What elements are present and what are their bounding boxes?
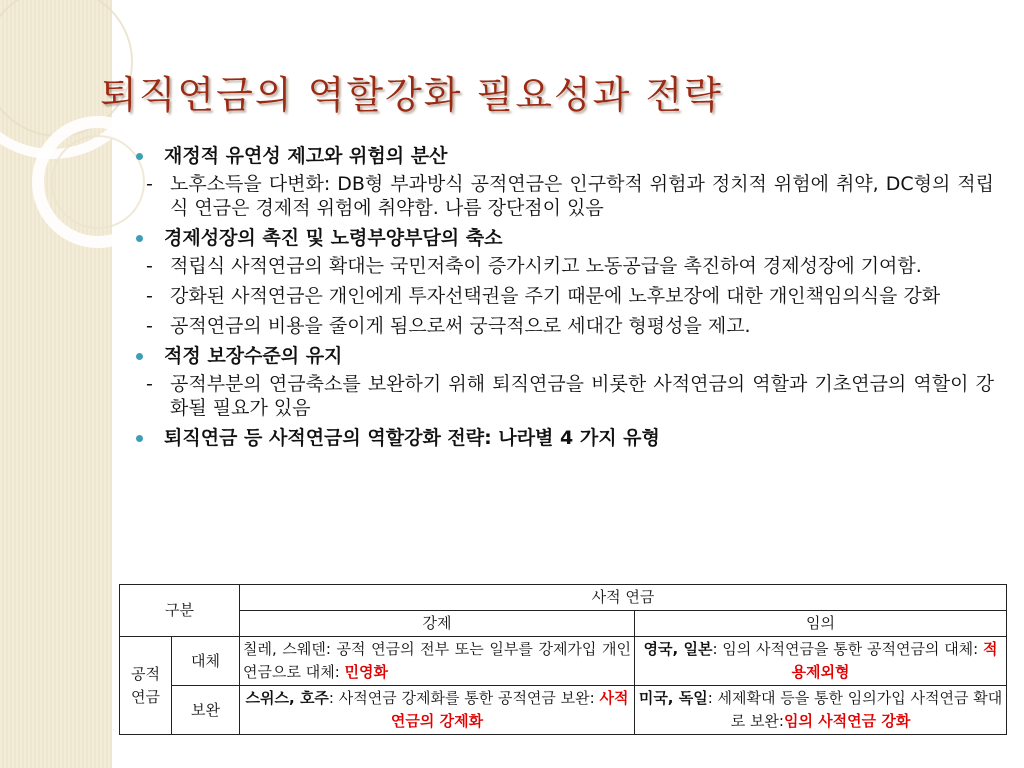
bullet-heading — [134, 226, 994, 250]
bullet-heading — [134, 426, 994, 450]
row-header-replace: 대체 — [172, 637, 240, 686]
table-cell-supplement-mandatory — [240, 686, 635, 735]
decorative-left-band — [0, 0, 112, 768]
cell-text: : 임의 사적연금을 통한 공적연금의 대체: — [712, 640, 983, 658]
dash-marker: - — [146, 373, 153, 395]
table-cell-supplement-voluntary — [635, 686, 1007, 735]
header-cell-private-pension: 사적 연금 — [240, 585, 1007, 611]
cell-highlight: 사적연금의 강제화 — [390, 689, 629, 730]
dash-marker: - — [146, 285, 153, 307]
bullet-dot-icon — [136, 153, 143, 160]
header-cell-mandatory: 강제 — [240, 611, 635, 637]
table-row — [120, 585, 1007, 611]
cell-highlight: 적용제외형 — [791, 640, 998, 681]
sub-item-text: 공적연금의 비용을 줄이게 됨으로써 궁극적으로 세대간 형평성을 제고. — [170, 315, 751, 337]
cell-text: : 세제확대 등을 통한 임의가입 사적연금 확대로 보완: — [707, 689, 1003, 730]
bullet-heading-text: 경제성장의 촉진 및 노령부양부담의 축소 — [164, 227, 503, 249]
slide-title: 퇴직연금의 역할강화 필요성과 전략 — [100, 73, 723, 117]
bullet-heading — [134, 344, 994, 368]
table-cell-replace-voluntary — [635, 637, 1007, 686]
header-cell-voluntary: 임의 — [635, 611, 1007, 637]
sub-item — [140, 372, 994, 420]
cell-highlight: 임의 사적연금 강화 — [783, 712, 911, 730]
row-header-supplement: 보완 — [172, 686, 240, 735]
sub-item — [140, 254, 994, 278]
sub-item-text: 공적부분의 연금축소를 보완하기 위해 퇴직연금을 비롯한 사적연금의 역할과 기초연금의 역할이 강화될 필요가 있음 — [170, 373, 994, 419]
sub-item — [140, 314, 994, 338]
sub-item-text: 강화된 사적연금은 개인에게 투자선택권을 주기 때문에 노후보장에 대한 개인책임의식을 강화 — [170, 285, 941, 307]
bullet-dot-icon — [136, 435, 143, 442]
dash-marker: - — [146, 173, 153, 195]
cell-countries: 미국, 독일 — [638, 689, 708, 707]
dash-marker: - — [146, 315, 153, 337]
bullet-heading-text: 재정적 유연성 제고와 위험의 분산 — [164, 145, 448, 167]
slide-content — [134, 139, 994, 454]
bullet-dot-icon — [136, 353, 143, 360]
cell-text: : 사적연금 강제화를 통한 공적연금 보완: — [328, 689, 600, 707]
cell-countries: 스위스, 호주 — [245, 689, 329, 707]
bullet-heading — [134, 144, 994, 168]
cell-countries: 영국, 일본 — [643, 640, 713, 658]
header-cell-group: 구분 — [120, 585, 240, 637]
cell-text: 칠레, 스웨덴: 공적 연금의 전부 또는 일부를 강제가입 개인연금으로 대체: — [243, 640, 632, 681]
sub-item-text: 적립식 사적연금의 확대는 국민저축이 증가시키고 노동공급을 촉진하여 경제성장에 기여함. — [170, 255, 922, 277]
table-row — [120, 637, 1007, 686]
sub-item — [140, 284, 994, 308]
row-header-public-pension: 공적 연금 — [120, 637, 172, 735]
table-row — [120, 611, 1007, 637]
sub-item-text: 노후소득을 다변화: DB형 부과방식 공적연금은 인구학적 위험과 정치적 위험에 취약, DC형의 적립식 연금은 경제적 위험에 취약함. 나름 장단점이 있음 — [170, 173, 994, 219]
dash-marker: - — [146, 255, 153, 277]
bullet-heading-text: 적정 보장수준의 유지 — [164, 345, 343, 367]
table-cell-replace-mandatory — [240, 637, 635, 686]
bullet-heading-text: 퇴직연금 등 사적연금의 역할강화 전략: 나라별 4 가지 유형 — [164, 427, 660, 449]
bullet-dot-icon — [136, 235, 143, 242]
cell-highlight: 민영화 — [344, 663, 389, 681]
strategy-table — [119, 584, 1007, 735]
table-row — [120, 686, 1007, 735]
sub-item — [140, 172, 994, 220]
